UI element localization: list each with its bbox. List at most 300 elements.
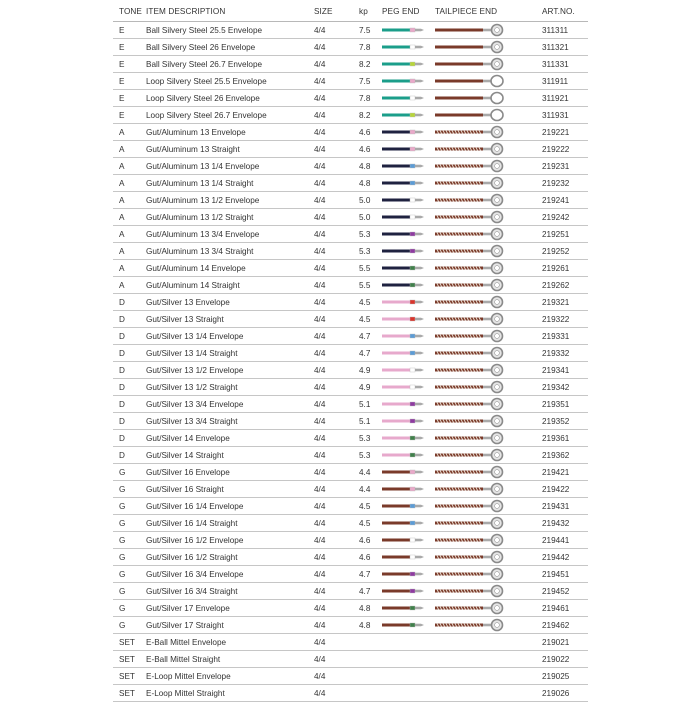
- cell-size: 4/4: [314, 43, 326, 52]
- table-row: [113, 600, 588, 617]
- cell-tone: E: [119, 26, 125, 35]
- cell-kp: 5.1: [359, 417, 371, 426]
- cell-item-description: Gut/Silver 16 1/4 Straight: [146, 519, 238, 528]
- table-row: [113, 379, 588, 396]
- table-row: [113, 209, 588, 226]
- tailpiece-end-icon: [435, 312, 505, 326]
- table-row: [113, 651, 588, 668]
- cell-art-no: 219421: [542, 468, 570, 477]
- header-tailpiece-end: TAILPIECE END: [435, 7, 498, 16]
- header-kp: kp: [359, 7, 368, 16]
- cell-tone: D: [119, 366, 125, 375]
- peg-end-icon: [382, 588, 424, 594]
- cell-kp: 4.5: [359, 502, 371, 511]
- tailpiece-end-icon: [435, 227, 505, 241]
- cell-tone: A: [119, 196, 125, 205]
- cell-art-no: 219432: [542, 519, 570, 528]
- peg-end-icon: [382, 282, 424, 288]
- header-item-description: ITEM DESCRIPTION: [146, 7, 226, 16]
- cell-tone: A: [119, 145, 125, 154]
- cell-art-no: 219352: [542, 417, 570, 426]
- cell-tone: D: [119, 451, 125, 460]
- cell-kp: 4.7: [359, 349, 371, 358]
- cell-kp: 4.7: [359, 332, 371, 341]
- cell-tone: G: [119, 536, 126, 545]
- cell-item-description: Gut/Silver 14 Straight: [146, 451, 224, 460]
- table-row: [113, 243, 588, 260]
- cell-kp: 7.5: [359, 77, 371, 86]
- cell-art-no: 219442: [542, 553, 570, 562]
- cell-size: 4/4: [314, 604, 326, 613]
- cell-kp: 4.8: [359, 604, 371, 613]
- cell-tone: G: [119, 519, 126, 528]
- cell-art-no: 219341: [542, 366, 570, 375]
- table-row: [113, 481, 588, 498]
- table-row: [113, 175, 588, 192]
- tailpiece-end-icon: [435, 618, 505, 632]
- tailpiece-end-icon: [435, 329, 505, 343]
- table-row: [113, 413, 588, 430]
- peg-end-icon: [382, 180, 424, 186]
- peg-end-icon: [382, 163, 424, 169]
- table-row: [113, 532, 588, 549]
- peg-end-icon: [382, 367, 424, 373]
- cell-art-no: 219025: [542, 672, 570, 681]
- cell-size: 4/4: [314, 485, 326, 494]
- table-header: [113, 5, 588, 22]
- cell-art-no: 219321: [542, 298, 570, 307]
- cell-kp: 4.4: [359, 485, 371, 494]
- table-row: [113, 294, 588, 311]
- cell-kp: 5.0: [359, 213, 371, 222]
- table-row: [113, 685, 588, 702]
- peg-end-icon: [382, 78, 424, 84]
- table-row: [113, 430, 588, 447]
- table-body: [113, 22, 588, 702]
- peg-end-icon: [382, 622, 424, 628]
- cell-tone: A: [119, 162, 125, 171]
- tailpiece-end-icon: [435, 108, 505, 122]
- table-row: [113, 22, 588, 39]
- cell-tone: A: [119, 213, 125, 222]
- cell-item-description: Gut/Silver 13 1/4 Envelope: [146, 332, 244, 341]
- cell-size: 4/4: [314, 383, 326, 392]
- cell-kp: 4.8: [359, 621, 371, 630]
- cell-size: 4/4: [314, 417, 326, 426]
- peg-end-icon: [382, 452, 424, 458]
- tailpiece-end-icon: [435, 278, 505, 292]
- cell-item-description: Gut/Aluminum 13 1/2 Envelope: [146, 196, 260, 205]
- tailpiece-end-icon: [435, 210, 505, 224]
- cell-item-description: Gut/Aluminum 13 1/2 Straight: [146, 213, 254, 222]
- cell-item-description: Ball Silvery Steel 25.5 Envelope: [146, 26, 263, 35]
- cell-size: 4/4: [314, 196, 326, 205]
- cell-tone: E: [119, 43, 125, 52]
- cell-kp: 5.0: [359, 196, 371, 205]
- cell-size: 4/4: [314, 77, 326, 86]
- cell-item-description: Gut/Aluminum 13 3/4 Envelope: [146, 230, 260, 239]
- cell-item-description: Gut/Silver 17 Envelope: [146, 604, 230, 613]
- tailpiece-end-icon: [435, 40, 505, 54]
- cell-art-no: 219422: [542, 485, 570, 494]
- cell-tone: E: [119, 77, 125, 86]
- cell-size: 4/4: [314, 587, 326, 596]
- cell-size: 4/4: [314, 502, 326, 511]
- cell-tone: D: [119, 315, 125, 324]
- cell-size: 4/4: [314, 162, 326, 171]
- cell-size: 4/4: [314, 621, 326, 630]
- cell-art-no: 219462: [542, 621, 570, 630]
- cell-art-no: 311931: [542, 111, 569, 120]
- tailpiece-end-icon: [435, 567, 505, 581]
- tailpiece-end-icon: [435, 550, 505, 564]
- tailpiece-end-icon: [435, 584, 505, 598]
- cell-item-description: E-Loop Mittel Envelope: [146, 672, 231, 681]
- cell-kp: 4.8: [359, 179, 371, 188]
- cell-kp: 5.5: [359, 264, 371, 273]
- table-row: [113, 515, 588, 532]
- cell-art-no: 219231: [542, 162, 570, 171]
- tailpiece-end-icon: [435, 431, 505, 445]
- cell-kp: 4.6: [359, 145, 371, 154]
- cell-art-no: 219322: [542, 315, 570, 324]
- cell-art-no: 219441: [542, 536, 570, 545]
- cell-kp: 5.5: [359, 281, 371, 290]
- cell-art-no: 219332: [542, 349, 570, 358]
- tailpiece-end-icon: [435, 193, 505, 207]
- tailpiece-end-icon: [435, 465, 505, 479]
- header-peg-end: PEG END: [382, 7, 420, 16]
- cell-art-no: 219241: [542, 196, 570, 205]
- peg-end-icon: [382, 486, 424, 492]
- cell-tone: SET: [119, 672, 135, 681]
- tailpiece-end-icon: [435, 142, 505, 156]
- tailpiece-end-icon: [435, 261, 505, 275]
- cell-item-description: Gut/Silver 13 3/4 Straight: [146, 417, 238, 426]
- table-row: [113, 107, 588, 124]
- cell-tone: G: [119, 621, 126, 630]
- cell-item-description: Gut/Silver 17 Straight: [146, 621, 224, 630]
- peg-end-icon: [382, 44, 424, 50]
- cell-kp: 4.6: [359, 536, 371, 545]
- cell-tone: G: [119, 485, 126, 494]
- tailpiece-end-icon: [435, 516, 505, 530]
- cell-art-no: 219342: [542, 383, 570, 392]
- peg-end-icon: [382, 146, 424, 152]
- cell-art-no: 311331: [542, 60, 569, 69]
- cell-kp: 7.8: [359, 43, 371, 52]
- peg-end-icon: [382, 469, 424, 475]
- peg-end-icon: [382, 265, 424, 271]
- cell-tone: G: [119, 468, 126, 477]
- tailpiece-end-icon: [435, 295, 505, 309]
- cell-tone: SET: [119, 689, 135, 698]
- cell-item-description: Gut/Aluminum 13 3/4 Straight: [146, 247, 254, 256]
- table-row: [113, 56, 588, 73]
- cell-tone: G: [119, 502, 126, 511]
- peg-end-icon: [382, 401, 424, 407]
- cell-item-description: Loop Silvery Steel 25.5 Envelope: [146, 77, 267, 86]
- cell-item-description: Gut/Silver 13 1/4 Straight: [146, 349, 238, 358]
- cell-item-description: E-Ball Mittel Straight: [146, 655, 221, 664]
- cell-item-description: Gut/Silver 16 1/2 Straight: [146, 553, 238, 562]
- cell-art-no: 219242: [542, 213, 570, 222]
- cell-item-description: Gut/Aluminum 13 Envelope: [146, 128, 246, 137]
- table-row: [113, 583, 588, 600]
- cell-art-no: 219232: [542, 179, 570, 188]
- table-row: [113, 277, 588, 294]
- cell-tone: D: [119, 349, 125, 358]
- cell-item-description: Gut/Silver 13 Straight: [146, 315, 224, 324]
- cell-tone: G: [119, 553, 126, 562]
- cell-art-no: 311921: [542, 94, 569, 103]
- cell-size: 4/4: [314, 213, 326, 222]
- tailpiece-end-icon: [435, 482, 505, 496]
- cell-kp: 4.8: [359, 162, 371, 171]
- tailpiece-end-icon: [435, 91, 505, 105]
- cell-kp: 5.1: [359, 400, 371, 409]
- cell-size: 4/4: [314, 655, 326, 664]
- cell-kp: 4.6: [359, 128, 371, 137]
- cell-art-no: 219431: [542, 502, 570, 511]
- cell-item-description: Gut/Silver 16 3/4 Straight: [146, 587, 238, 596]
- tailpiece-end-icon: [435, 346, 505, 360]
- cell-kp: 4.5: [359, 298, 371, 307]
- tailpiece-end-icon: [435, 23, 505, 37]
- tailpiece-end-icon: [435, 499, 505, 513]
- table-row: [113, 566, 588, 583]
- peg-end-icon: [382, 350, 424, 356]
- peg-end-icon: [382, 214, 424, 220]
- cell-item-description: Gut/Aluminum 14 Envelope: [146, 264, 246, 273]
- cell-kp: 5.3: [359, 451, 371, 460]
- tailpiece-end-icon: [435, 176, 505, 190]
- peg-end-icon: [382, 299, 424, 305]
- cell-tone: G: [119, 587, 126, 596]
- cell-art-no: 311911: [542, 77, 569, 86]
- cell-art-no: 219262: [542, 281, 570, 290]
- cell-tone: A: [119, 281, 125, 290]
- cell-size: 4/4: [314, 638, 326, 647]
- string-catalog-table: [113, 5, 588, 702]
- cell-size: 4/4: [314, 349, 326, 358]
- cell-size: 4/4: [314, 536, 326, 545]
- cell-tone: G: [119, 570, 126, 579]
- cell-art-no: 219452: [542, 587, 570, 596]
- peg-end-icon: [382, 112, 424, 118]
- cell-kp: 4.9: [359, 383, 371, 392]
- cell-item-description: Gut/Silver 16 1/4 Envelope: [146, 502, 244, 511]
- table-row: [113, 124, 588, 141]
- table-row: [113, 668, 588, 685]
- cell-item-description: Loop Silvery Steel 26 Envelope: [146, 94, 260, 103]
- tailpiece-end-icon: [435, 414, 505, 428]
- tailpiece-end-icon: [435, 363, 505, 377]
- cell-kp: 7.8: [359, 94, 371, 103]
- cell-tone: A: [119, 128, 125, 137]
- cell-size: 4/4: [314, 230, 326, 239]
- table-row: [113, 549, 588, 566]
- cell-kp: 4.9: [359, 366, 371, 375]
- tailpiece-end-icon: [435, 533, 505, 547]
- cell-art-no: 219351: [542, 400, 570, 409]
- cell-item-description: Gut/Silver 14 Envelope: [146, 434, 230, 443]
- cell-size: 4/4: [314, 26, 326, 35]
- peg-end-icon: [382, 248, 424, 254]
- cell-art-no: 219261: [542, 264, 570, 273]
- peg-end-icon: [382, 435, 424, 441]
- cell-size: 4/4: [314, 672, 326, 681]
- cell-size: 4/4: [314, 519, 326, 528]
- peg-end-icon: [382, 129, 424, 135]
- table-row: [113, 634, 588, 651]
- cell-kp: 5.3: [359, 230, 371, 239]
- cell-size: 4/4: [314, 145, 326, 154]
- cell-item-description: Gut/Silver 13 1/2 Envelope: [146, 366, 244, 375]
- peg-end-icon: [382, 61, 424, 67]
- cell-item-description: Loop Silvery Steel 26.7 Envelope: [146, 111, 267, 120]
- cell-size: 4/4: [314, 553, 326, 562]
- cell-item-description: Gut/Silver 16 Straight: [146, 485, 224, 494]
- table-row: [113, 396, 588, 413]
- table-row: [113, 617, 588, 634]
- header-size: SIZE: [314, 7, 333, 16]
- table-row: [113, 311, 588, 328]
- table-row: [113, 73, 588, 90]
- cell-tone: SET: [119, 655, 135, 664]
- peg-end-icon: [382, 333, 424, 339]
- cell-tone: A: [119, 230, 125, 239]
- peg-end-icon: [382, 95, 424, 101]
- table-row: [113, 158, 588, 175]
- header-art-no: ART.NO.: [542, 7, 575, 16]
- table-row: [113, 464, 588, 481]
- peg-end-icon: [382, 197, 424, 203]
- cell-size: 4/4: [314, 366, 326, 375]
- cell-art-no: 219251: [542, 230, 570, 239]
- cell-kp: 4.4: [359, 468, 371, 477]
- cell-tone: SET: [119, 638, 135, 647]
- cell-tone: A: [119, 179, 125, 188]
- cell-kp: 4.7: [359, 570, 371, 579]
- cell-kp: 4.5: [359, 315, 371, 324]
- cell-item-description: Gut/Silver 16 3/4 Envelope: [146, 570, 244, 579]
- peg-end-icon: [382, 316, 424, 322]
- cell-item-description: Gut/Silver 16 1/2 Envelope: [146, 536, 244, 545]
- cell-kp: 4.5: [359, 519, 371, 528]
- peg-end-icon: [382, 537, 424, 543]
- table-row: [113, 192, 588, 209]
- cell-tone: D: [119, 400, 125, 409]
- cell-item-description: Gut/Aluminum 13 Straight: [146, 145, 240, 154]
- cell-item-description: Gut/Aluminum 13 1/4 Straight: [146, 179, 254, 188]
- table-row: [113, 345, 588, 362]
- cell-item-description: Gut/Silver 13 Envelope: [146, 298, 230, 307]
- cell-kp: 5.3: [359, 247, 371, 256]
- header-tone: TONE: [119, 7, 142, 16]
- tailpiece-end-icon: [435, 74, 505, 88]
- cell-item-description: Gut/Aluminum 14 Straight: [146, 281, 240, 290]
- cell-size: 4/4: [314, 570, 326, 579]
- cell-size: 4/4: [314, 179, 326, 188]
- cell-tone: E: [119, 94, 125, 103]
- table-row: [113, 260, 588, 277]
- cell-kp: 8.2: [359, 60, 371, 69]
- cell-size: 4/4: [314, 468, 326, 477]
- tailpiece-end-icon: [435, 159, 505, 173]
- peg-end-icon: [382, 554, 424, 560]
- cell-size: 4/4: [314, 451, 326, 460]
- tailpiece-end-icon: [435, 448, 505, 462]
- cell-tone: E: [119, 111, 125, 120]
- table-row: [113, 39, 588, 56]
- cell-item-description: Ball Silvery Steel 26.7 Envelope: [146, 60, 263, 69]
- cell-tone: A: [119, 247, 125, 256]
- cell-size: 4/4: [314, 264, 326, 273]
- cell-tone: G: [119, 604, 126, 613]
- peg-end-icon: [382, 571, 424, 577]
- table-row: [113, 498, 588, 515]
- cell-art-no: 219222: [542, 145, 570, 154]
- cell-size: 4/4: [314, 689, 326, 698]
- cell-item-description: E-Loop Mittel Straight: [146, 689, 225, 698]
- table-row: [113, 328, 588, 345]
- cell-art-no: 219252: [542, 247, 570, 256]
- cell-size: 4/4: [314, 128, 326, 137]
- cell-item-description: Gut/Silver 13 3/4 Envelope: [146, 400, 244, 409]
- cell-tone: A: [119, 264, 125, 273]
- tailpiece-end-icon: [435, 125, 505, 139]
- cell-item-description: E-Ball Mittel Envelope: [146, 638, 227, 647]
- cell-size: 4/4: [314, 434, 326, 443]
- cell-art-no: 219331: [542, 332, 570, 341]
- table-row: [113, 226, 588, 243]
- cell-art-no: 219026: [542, 689, 570, 698]
- cell-size: 4/4: [314, 281, 326, 290]
- peg-end-icon: [382, 605, 424, 611]
- tailpiece-end-icon: [435, 57, 505, 71]
- cell-art-no: 311311: [542, 26, 569, 35]
- cell-art-no: 311321: [542, 43, 569, 52]
- cell-size: 4/4: [314, 94, 326, 103]
- table-row: [113, 447, 588, 464]
- tailpiece-end-icon: [435, 601, 505, 615]
- cell-art-no: 219022: [542, 655, 570, 664]
- tailpiece-end-icon: [435, 244, 505, 258]
- cell-art-no: 219362: [542, 451, 570, 460]
- cell-tone: D: [119, 417, 125, 426]
- cell-kp: 5.3: [359, 434, 371, 443]
- cell-tone: D: [119, 332, 125, 341]
- cell-tone: D: [119, 298, 125, 307]
- peg-end-icon: [382, 27, 424, 33]
- cell-tone: D: [119, 383, 125, 392]
- cell-art-no: 219461: [542, 604, 570, 613]
- cell-art-no: 219221: [542, 128, 570, 137]
- cell-art-no: 219021: [542, 638, 570, 647]
- cell-size: 4/4: [314, 298, 326, 307]
- cell-item-description: Gut/Silver 16 Envelope: [146, 468, 230, 477]
- cell-size: 4/4: [314, 111, 326, 120]
- cell-size: 4/4: [314, 332, 326, 341]
- cell-size: 4/4: [314, 60, 326, 69]
- cell-art-no: 219451: [542, 570, 570, 579]
- peg-end-icon: [382, 418, 424, 424]
- tailpiece-end-icon: [435, 380, 505, 394]
- cell-size: 4/4: [314, 400, 326, 409]
- cell-kp: 4.7: [359, 587, 371, 596]
- cell-item-description: Ball Silvery Steel 26 Envelope: [146, 43, 256, 52]
